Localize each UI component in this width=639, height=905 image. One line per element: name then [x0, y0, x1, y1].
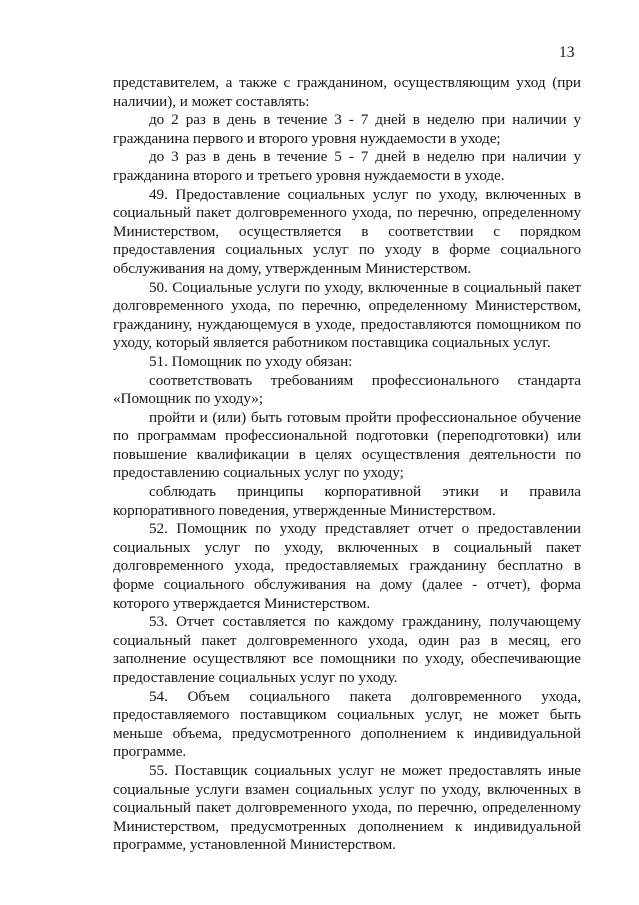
- paragraph-52: 52. Помощник по уходу представляет отчет о предоставлении социальных услуг по уходу, включенных в социальный пакет долговременного ухода, предоставляемых гражданину бесплатно в форме социального обслуживания на дому (далее - отчет), форма которого утверждается Министерством.: [113, 520, 581, 612]
- page-number: 13: [559, 44, 575, 61]
- paragraph-49: 49. Предоставление социальных услуг по уходу, включенных в социальный пакет долговременного ухода, по перечню, определенному Министерством, осуществляется в соответствии с порядком предоставления социальных услуг по уходу в форме социального обслуживания на дому, утвержденным Министерством.: [113, 185, 581, 277]
- paragraph-frequency-level-2-3: до 3 раз в день в течение 5 - 7 дней в неделю при наличии у гражданина второго и третьего уровня нуждаемости в уходе.: [113, 148, 581, 184]
- paragraph-51-item-training: пройти и (или) быть готовым пройти профессиональное обучение по программам профессиональной подготовки (переподготовки) или повышение квалификации в целях осуществления деятельности по предоставлению социальных услуг по уходу;: [113, 408, 581, 482]
- paragraph-54: 54. Объем социального пакета долговременного ухода, предоставляемого поставщиком социальных услуг, не может быть меньше объема, предусмотренного дополнением к индивидуальной программе.: [113, 687, 581, 761]
- paragraph-51-item-ethics: соблюдать принципы корпоративной этики и правила корпоративного поведения, утвержденные Министерством.: [113, 483, 581, 519]
- paragraph-53: 53. Отчет составляется по каждому гражданину, получающему социальный пакет долговременного ухода, один раз в месяц, его заполнение осуществляют все помощники по уходу, обеспечивающие предоставление социальных услуг по уходу.: [113, 613, 581, 686]
- paragraph-51-item-standard: соответствовать требованиям профессионального стандарта «Помощник по уходу»;: [113, 371, 581, 408]
- document-body: [113, 74, 581, 855]
- paragraph-continuation: представителем, а также с гражданином, осуществляющим уход (при наличии), и может составлять:: [113, 74, 581, 110]
- paragraph-55: 55. Поставщик социальных услуг не может предоставлять иные социальные услуги взамен социальных услуг по уходу, включенных в социальный пакет долговременного ухода, по перечню, определенному Министерством, предусмотренных дополнением к индивидуальной программе, установленной Министерством.: [113, 761, 581, 854]
- paragraph-frequency-level-1-2: до 2 раз в день в течение 3 - 7 дней в неделю при наличии у гражданина первого и второго уровня нуждаемости в уходе;: [113, 111, 581, 147]
- paragraph-51: 51. Помощник по уходу обязан:: [149, 352, 353, 370]
- paragraph-50: 50. Социальные услуги по уходу, включенные в социальный пакет долговременного ухода, по перечню, определенному Министерством, гражданину, нуждающемуся в уходе, предоставляются помощником по уходу, который является работником поставщика социальных услуг.: [113, 278, 581, 352]
